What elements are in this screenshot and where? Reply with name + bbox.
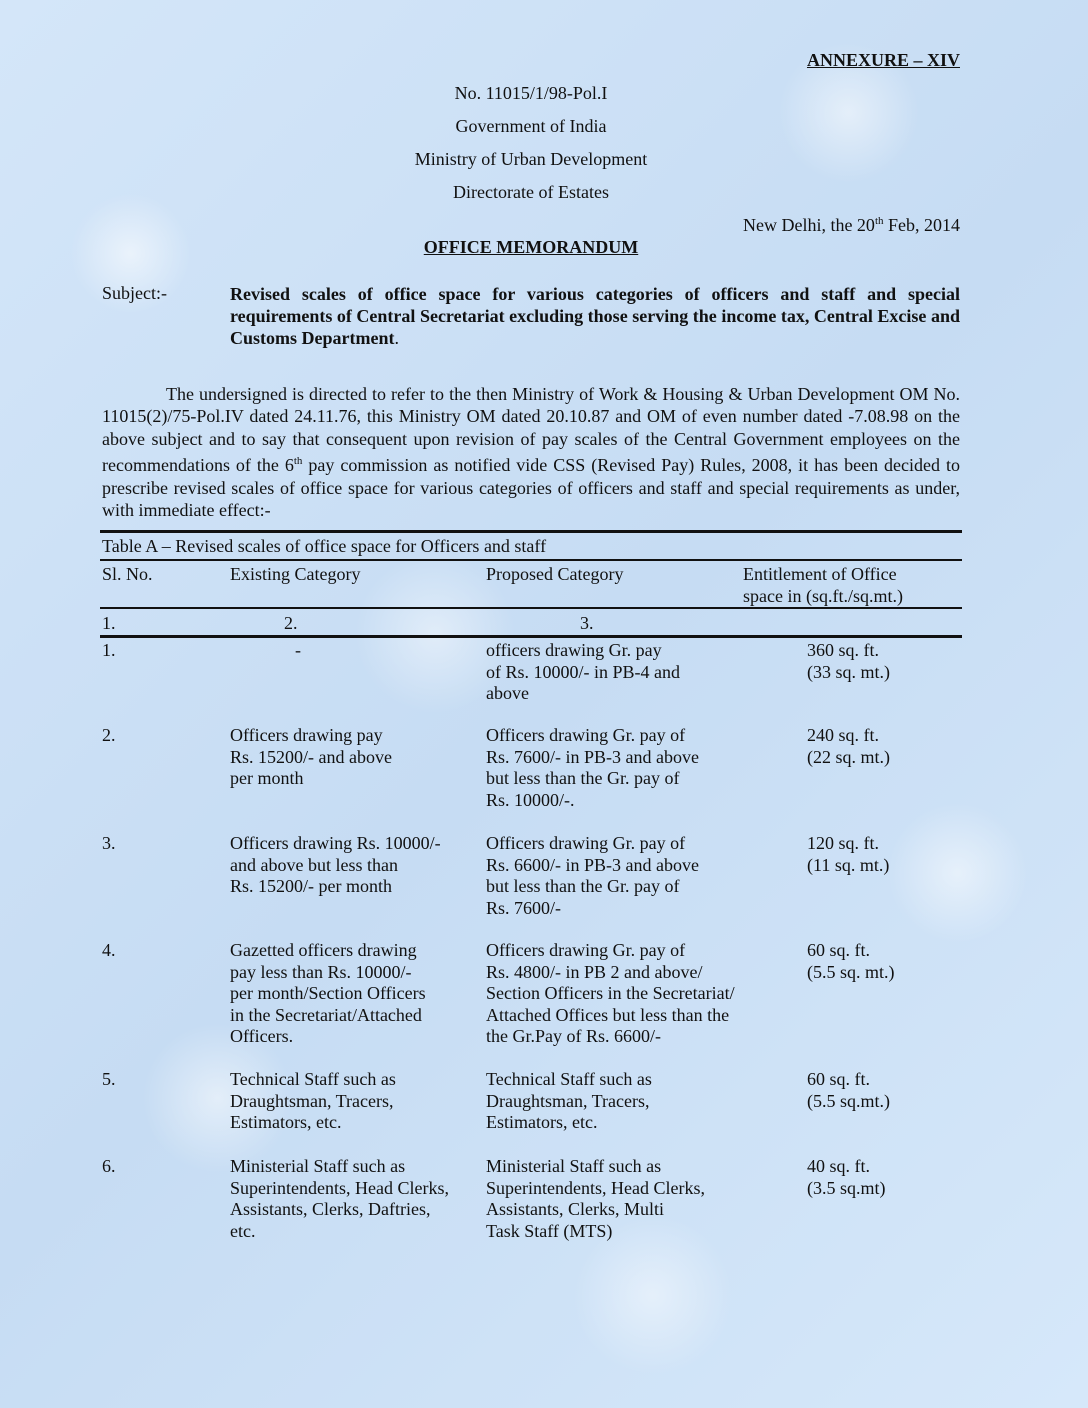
row-existing-category-line: Gazetted officers drawing	[230, 940, 417, 960]
row-existing-category	[230, 1069, 396, 1134]
row-proposed-category-line: Rs. 7600/-	[486, 897, 562, 918]
row-existing-category-line: Officers drawing Rs. 10000/-	[230, 833, 441, 853]
row-existing-category-line: Estimators, etc.	[230, 1112, 342, 1132]
row-proposed-category-line: but less than the Gr. pay of	[486, 876, 680, 896]
column-number-3: 3.	[580, 613, 594, 633]
table-top-rule	[100, 530, 962, 533]
row-existing-category	[238, 640, 358, 662]
row-proposed-category-line: Technical Staff such as	[486, 1069, 652, 1089]
row-proposed-category-line: the Gr.Pay of Rs. 6600/-	[486, 1026, 661, 1046]
header-existing-category: Existing Category	[230, 564, 361, 584]
row-proposed-category-line: Rs. 10000/-.	[486, 789, 575, 810]
paragraph-part1: The undersigned is directed to refer to the then Ministry of Work & Housing & Urban Development OM No. 11015(2)/75-Pol.IV dated 24.11.76, this Ministry OM dated 20.10.87 and OM of even number dated -7.08.98 on the above subject and to say that consequent upon revision of pay scales of the Central Government employees on the recommendations of the 6	[102, 384, 960, 476]
table-numbering-rule	[100, 635, 962, 638]
row-entitlement	[807, 725, 890, 768]
row-existing-category-line: and above but less than	[230, 854, 398, 875]
row-proposed-category-line: Task Staff (MTS)	[486, 1220, 613, 1241]
column-number-1: 1.	[102, 613, 116, 633]
row-entitlement	[807, 1156, 886, 1199]
row-proposed-category-line: Ministerial Staff such as	[486, 1156, 662, 1176]
row-existing-category-line: -	[295, 640, 301, 660]
row-proposed-category-line: Superintendents, Head Clerks,	[486, 1177, 705, 1198]
memo-number: No. 11015/1/98-Pol.I	[454, 83, 608, 103]
row-entitlement-line: (33 sq. mt.)	[807, 661, 890, 682]
row-existing-category-line: Draughtsman, Tracers,	[230, 1090, 394, 1111]
row-entitlement-line: 360 sq. ft.	[807, 640, 879, 660]
row-proposed-category-line: Attached Offices but less than the	[486, 1004, 730, 1025]
row-proposed-category-line: above	[486, 683, 529, 703]
row-proposed-category-line: Rs. 7600/- in PB-3 and above	[486, 746, 699, 767]
row-entitlement-line: 60 sq. ft.	[807, 940, 870, 960]
row-existing-category-line: Officers drawing pay	[230, 725, 383, 745]
row-proposed-category	[486, 833, 699, 919]
row-proposed-category-line: Section Officers in the Secretariat/	[486, 983, 735, 1003]
date-suffix: Feb, 2014	[883, 215, 960, 235]
government-name: Government of India	[455, 116, 607, 136]
directorate-name: Directorate of Estates	[453, 182, 609, 202]
row-existing-category	[230, 940, 426, 1048]
row-proposed-category	[486, 940, 735, 1048]
row-entitlement-line: (5.5 sq.mt.)	[807, 1090, 890, 1111]
row-entitlement	[807, 640, 890, 683]
row-proposed-category-line: Officers drawing Gr. pay of	[486, 833, 686, 853]
row-existing-category-line: etc.	[230, 1220, 256, 1241]
row-sl-number: 4.	[102, 940, 116, 960]
row-proposed-category-line: but less than the Gr. pay of	[486, 768, 680, 788]
row-sl-number: 3.	[102, 833, 116, 853]
row-proposed-category-line: Officers drawing Gr. pay of	[486, 725, 686, 745]
row-existing-category	[230, 1156, 449, 1242]
row-entitlement-line: 40 sq. ft.	[807, 1156, 870, 1176]
paragraph-part2: pay commission as notified vide CSS (Revised Pay) Rules, 2008, it has been decided to prescribe revised scales of office space for various categories of officers and staff and special requirements as under, with immediate effect:-	[102, 455, 960, 521]
row-existing-category-line: Officers.	[230, 1026, 294, 1046]
row-existing-category-line: Superintendents, Head Clerks,	[230, 1177, 449, 1198]
row-proposed-category-line: Rs. 4800/- in PB 2 and above/	[486, 961, 703, 982]
row-existing-category-line: per month/Section Officers	[230, 983, 426, 1003]
subject-end: .	[394, 328, 399, 348]
row-existing-category	[230, 833, 441, 898]
row-proposed-category	[486, 725, 699, 811]
row-existing-category-line: Rs. 15200/- and above	[230, 746, 392, 767]
row-existing-category-line: Assistants, Clerks, Daftries,	[230, 1199, 431, 1219]
ministry-name: Ministry of Urban Development	[414, 149, 648, 169]
header-sl-no: Sl. No.	[102, 564, 153, 584]
header-entitlement	[743, 564, 903, 607]
row-proposed-category	[486, 1156, 705, 1242]
row-proposed-category-line: Officers drawing Gr. pay of	[486, 940, 686, 960]
subject-label: Subject:-	[102, 283, 167, 303]
row-proposed-category-line: Assistants, Clerks, Multi	[486, 1199, 665, 1219]
row-sl-number: 6.	[102, 1156, 116, 1176]
paragraph-superscript: th	[293, 455, 303, 468]
row-proposed-category	[486, 1069, 652, 1134]
row-sl-number: 5.	[102, 1069, 116, 1089]
row-entitlement	[807, 940, 895, 983]
header-proposed-category: Proposed Category	[486, 564, 624, 584]
annexure-label: ANNEXURE – XIV	[806, 50, 960, 70]
body-paragraph	[102, 383, 960, 521]
row-entitlement-line: 60 sq. ft.	[807, 1069, 870, 1089]
header-entitlement-line2: space in (sq.ft./sq.mt.)	[743, 585, 903, 606]
row-existing-category-line: Rs. 15200/- per month	[230, 876, 392, 896]
header-entitlement-line1: Entitlement of Office	[743, 564, 897, 584]
row-entitlement-line: (3.5 sq.mt)	[807, 1177, 886, 1198]
date-superscript: th	[874, 215, 884, 227]
row-entitlement-line: (5.5 sq. mt.)	[807, 961, 895, 982]
row-existing-category-line: Technical Staff such as	[230, 1069, 396, 1089]
row-entitlement-line: 120 sq. ft.	[807, 833, 879, 853]
row-proposed-category-line: of Rs. 10000/- in PB-4 and	[486, 661, 681, 682]
row-entitlement-line: (11 sq. mt.)	[807, 854, 890, 875]
row-existing-category-line: Ministerial Staff such as	[230, 1156, 406, 1176]
row-proposed-category-line: Estimators, etc.	[486, 1112, 598, 1132]
column-number-2: 2.	[284, 613, 298, 633]
row-entitlement	[807, 833, 889, 876]
row-proposed-category-line: officers drawing Gr. pay	[486, 640, 662, 660]
subject-text	[230, 283, 960, 349]
row-existing-category-line: per month	[230, 768, 304, 788]
table-header-rule	[100, 607, 962, 609]
row-proposed-category	[486, 640, 680, 705]
row-existing-category	[230, 725, 392, 790]
memo-title: OFFICE MEMORANDUM	[423, 237, 639, 257]
row-existing-category-line: in the Secretariat/Attached	[230, 1004, 422, 1025]
table-caption-rule	[100, 559, 962, 561]
row-sl-number: 2.	[102, 725, 116, 745]
row-existing-category-line: pay less than Rs. 10000/-	[230, 961, 412, 982]
date-prefix: New Delhi, the 20	[742, 215, 875, 235]
row-sl-number: 1.	[102, 640, 116, 660]
row-entitlement	[807, 1069, 890, 1112]
memo-date	[743, 215, 960, 236]
row-entitlement-line: 240 sq. ft.	[807, 725, 879, 745]
subject-body: Revised scales of office space for various categories of officers and staff and special requirements of Central Secretariat excluding those serving the income tax, Central Excise and Customs Department	[230, 284, 960, 348]
table-caption: Table A – Revised scales of office space for Officers and staff	[102, 536, 547, 556]
row-entitlement-line: (22 sq. mt.)	[807, 746, 890, 767]
row-proposed-category-line: Rs. 6600/- in PB-3 and above	[486, 854, 699, 875]
row-proposed-category-line: Draughtsman, Tracers,	[486, 1090, 650, 1111]
